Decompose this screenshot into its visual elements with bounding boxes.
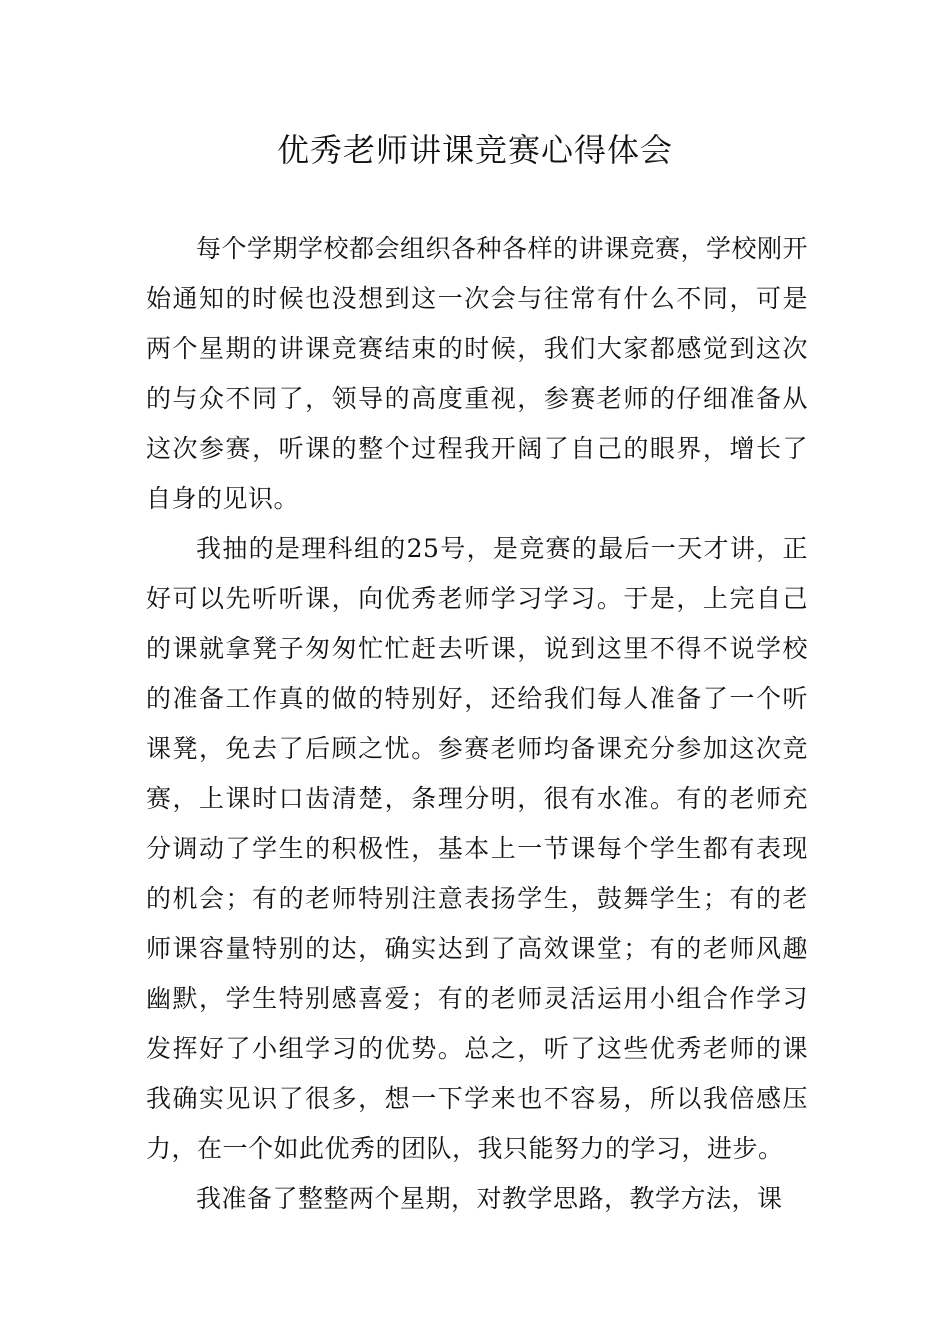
document-body [146, 224, 808, 1224]
document-title: 优秀老师讲课竞赛心得体会 [276, 131, 673, 169]
paragraph-2: 我抽的是理科组的25号，是竞赛的最后一天才讲，正好可以先听听课，向优秀老师学习学习。于是，上完自己的课就拿凳子匆匆忙忙赶去听课，说到这里不得不说学校的准备工作真的做的特别好，还给我们每人准备了一个听课凳，免去了后顾之忧。参赛老师均备课充分参加这次竞赛，上课时口齿清楚，条理分明，很有水准。有的老师充分调动了学生的积极性，基本上一节课每个学生都有表现的机会；有的老师特别注意表扬学生，鼓舞学生；有的老师课容量特别的达，确实达到了高效课堂；有的老师风趣幽默，学生特别感喜爱；有的老师灵活运用小组合作学习发挥好了小组学习的优势。总之，听了这些优秀老师的课我确实见识了很多，想一下学来也不容易，所以我倍感压力，在一个如此优秀的团队，我只能努力的学习，进步。 [146, 534, 808, 1163]
paragraph-3: 我准备了整整两个星期，对教学思路，教学方法，课 [196, 1184, 783, 1213]
paragraph-1: 每个学期学校都会组织各种各样的讲课竞赛，学校刚开始通知的时候也没想到这一次会与往常有什么不同，可是两个星期的讲课竞赛结束的时候，我们大家都感觉到这次的与众不同了，领导的高度重视，参赛老师的仔细准备从这次参赛，听课的整个过程我开阔了自己的眼界，增长了自身的见识。 [146, 234, 809, 513]
